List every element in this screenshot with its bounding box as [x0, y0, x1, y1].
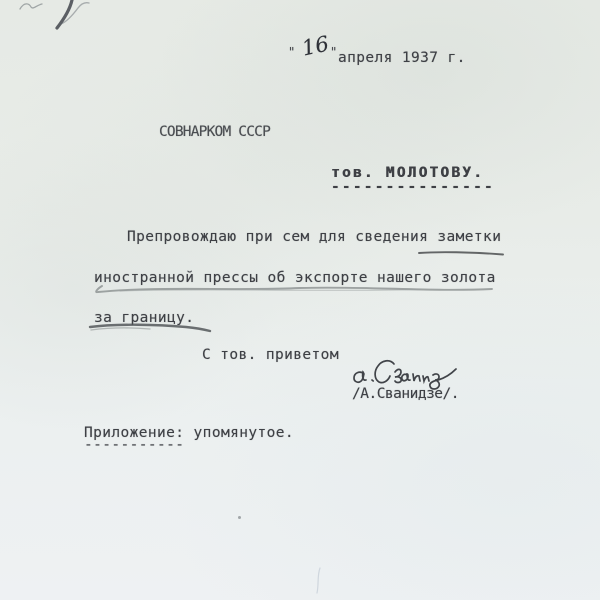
recipient-underline-dashes: --------------- — [331, 179, 495, 195]
recipient-organization: СОВНАРКОМ СССР — [159, 124, 271, 140]
closing-salutation: С тов. приветом — [202, 347, 339, 363]
paper-speck — [238, 516, 241, 519]
underline-za-granitsu — [86, 321, 216, 335]
date-quote-close: " — [330, 45, 338, 59]
corner-handwriting-mark — [6, 0, 101, 32]
date-text: апреля 1937 г. — [338, 50, 466, 66]
faint-ink-trace — [312, 566, 326, 596]
date-quote-open: " — [288, 45, 296, 59]
underline-zametki — [416, 248, 508, 258]
body-line-2: иностранной прессы об экспорте нашего золота — [94, 270, 496, 286]
attachment-line: Приложение: упомянутое. — [84, 425, 294, 441]
body-line-1: Препровождаю при сем для сведения заметки — [127, 229, 502, 245]
handwritten-day: 16 — [299, 31, 331, 61]
signature-typed: /А.Сванидзе/. — [352, 386, 459, 402]
attachment-underline-dashes: ----------- — [84, 437, 185, 453]
body-line-3: за границу. — [94, 310, 195, 326]
recipient-person: тов. МОЛОТОВУ. — [331, 165, 485, 181]
underline-body-line-2 — [90, 283, 500, 297]
